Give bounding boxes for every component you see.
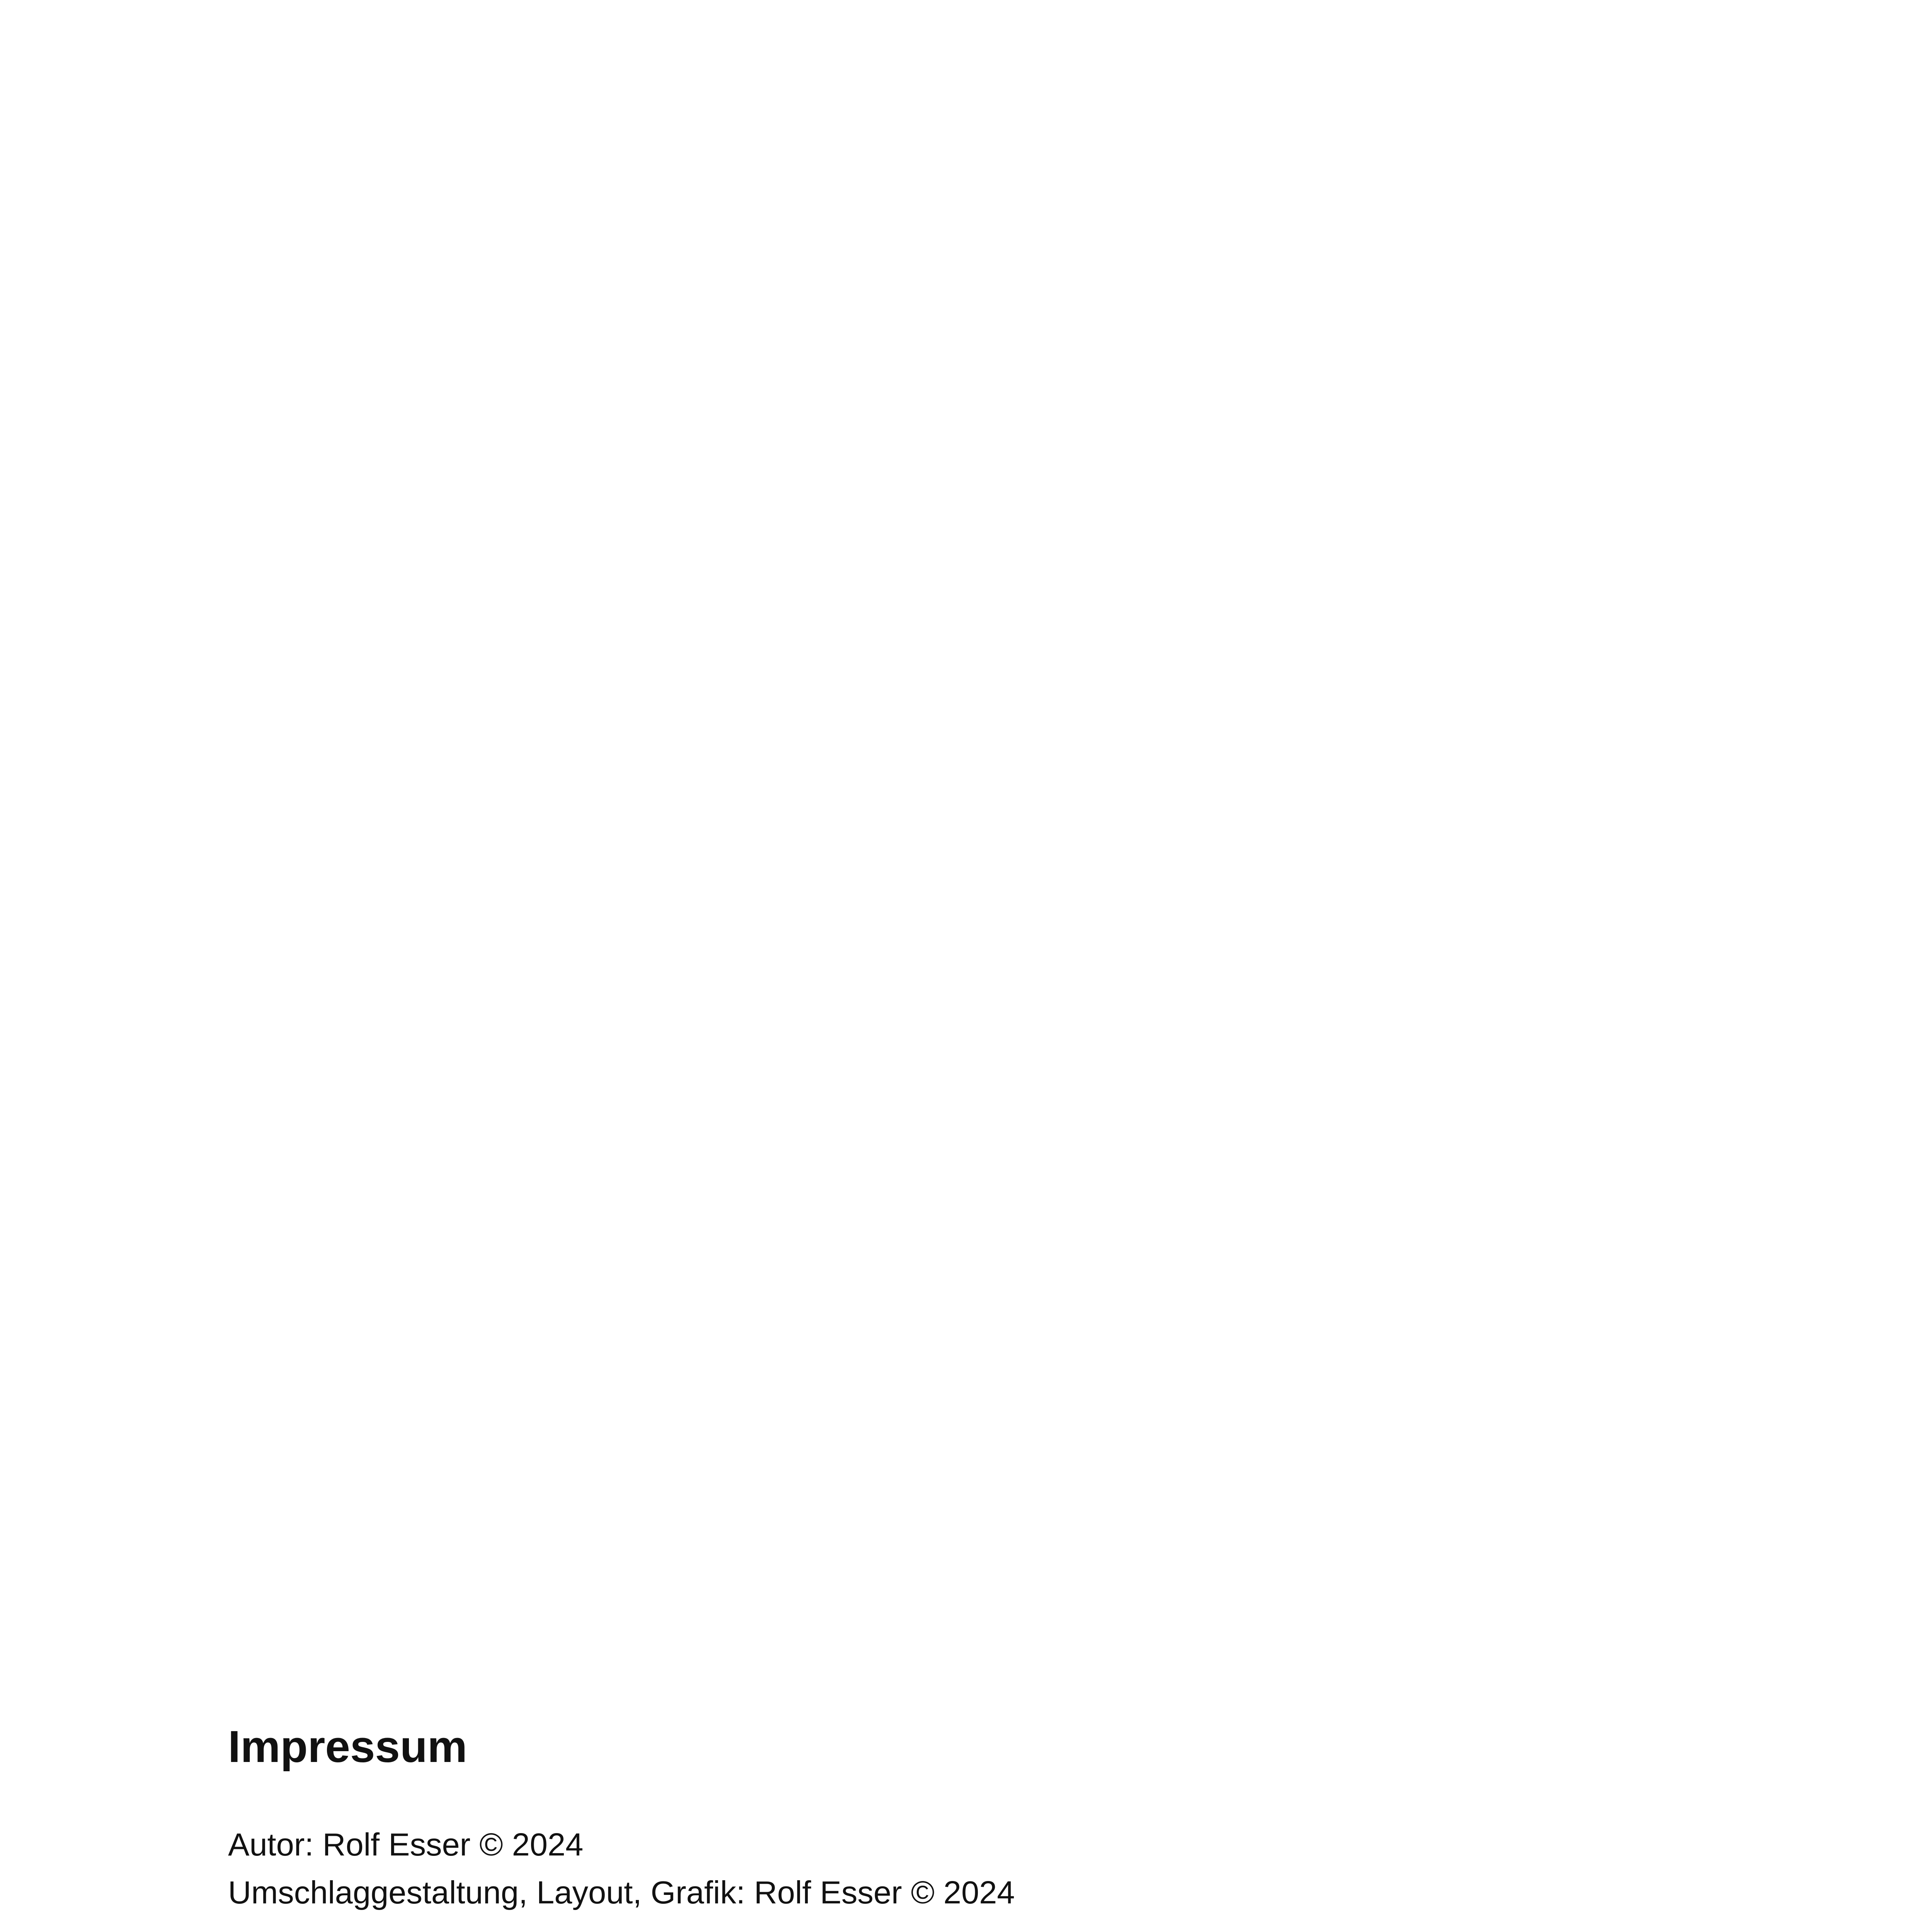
author-line: Autor: Rolf Esser © 2024 <box>228 1827 584 1862</box>
author-credits <box>228 1821 1689 1917</box>
design-credit-line: Umschlaggestaltung, Layout, Grafik: Rolf Esser © 2024 <box>228 1874 1015 1910</box>
imprint-section <box>228 1716 1689 1932</box>
imprint-heading: Impressum <box>228 1721 467 1772</box>
imprint-body <box>228 1821 1689 1932</box>
